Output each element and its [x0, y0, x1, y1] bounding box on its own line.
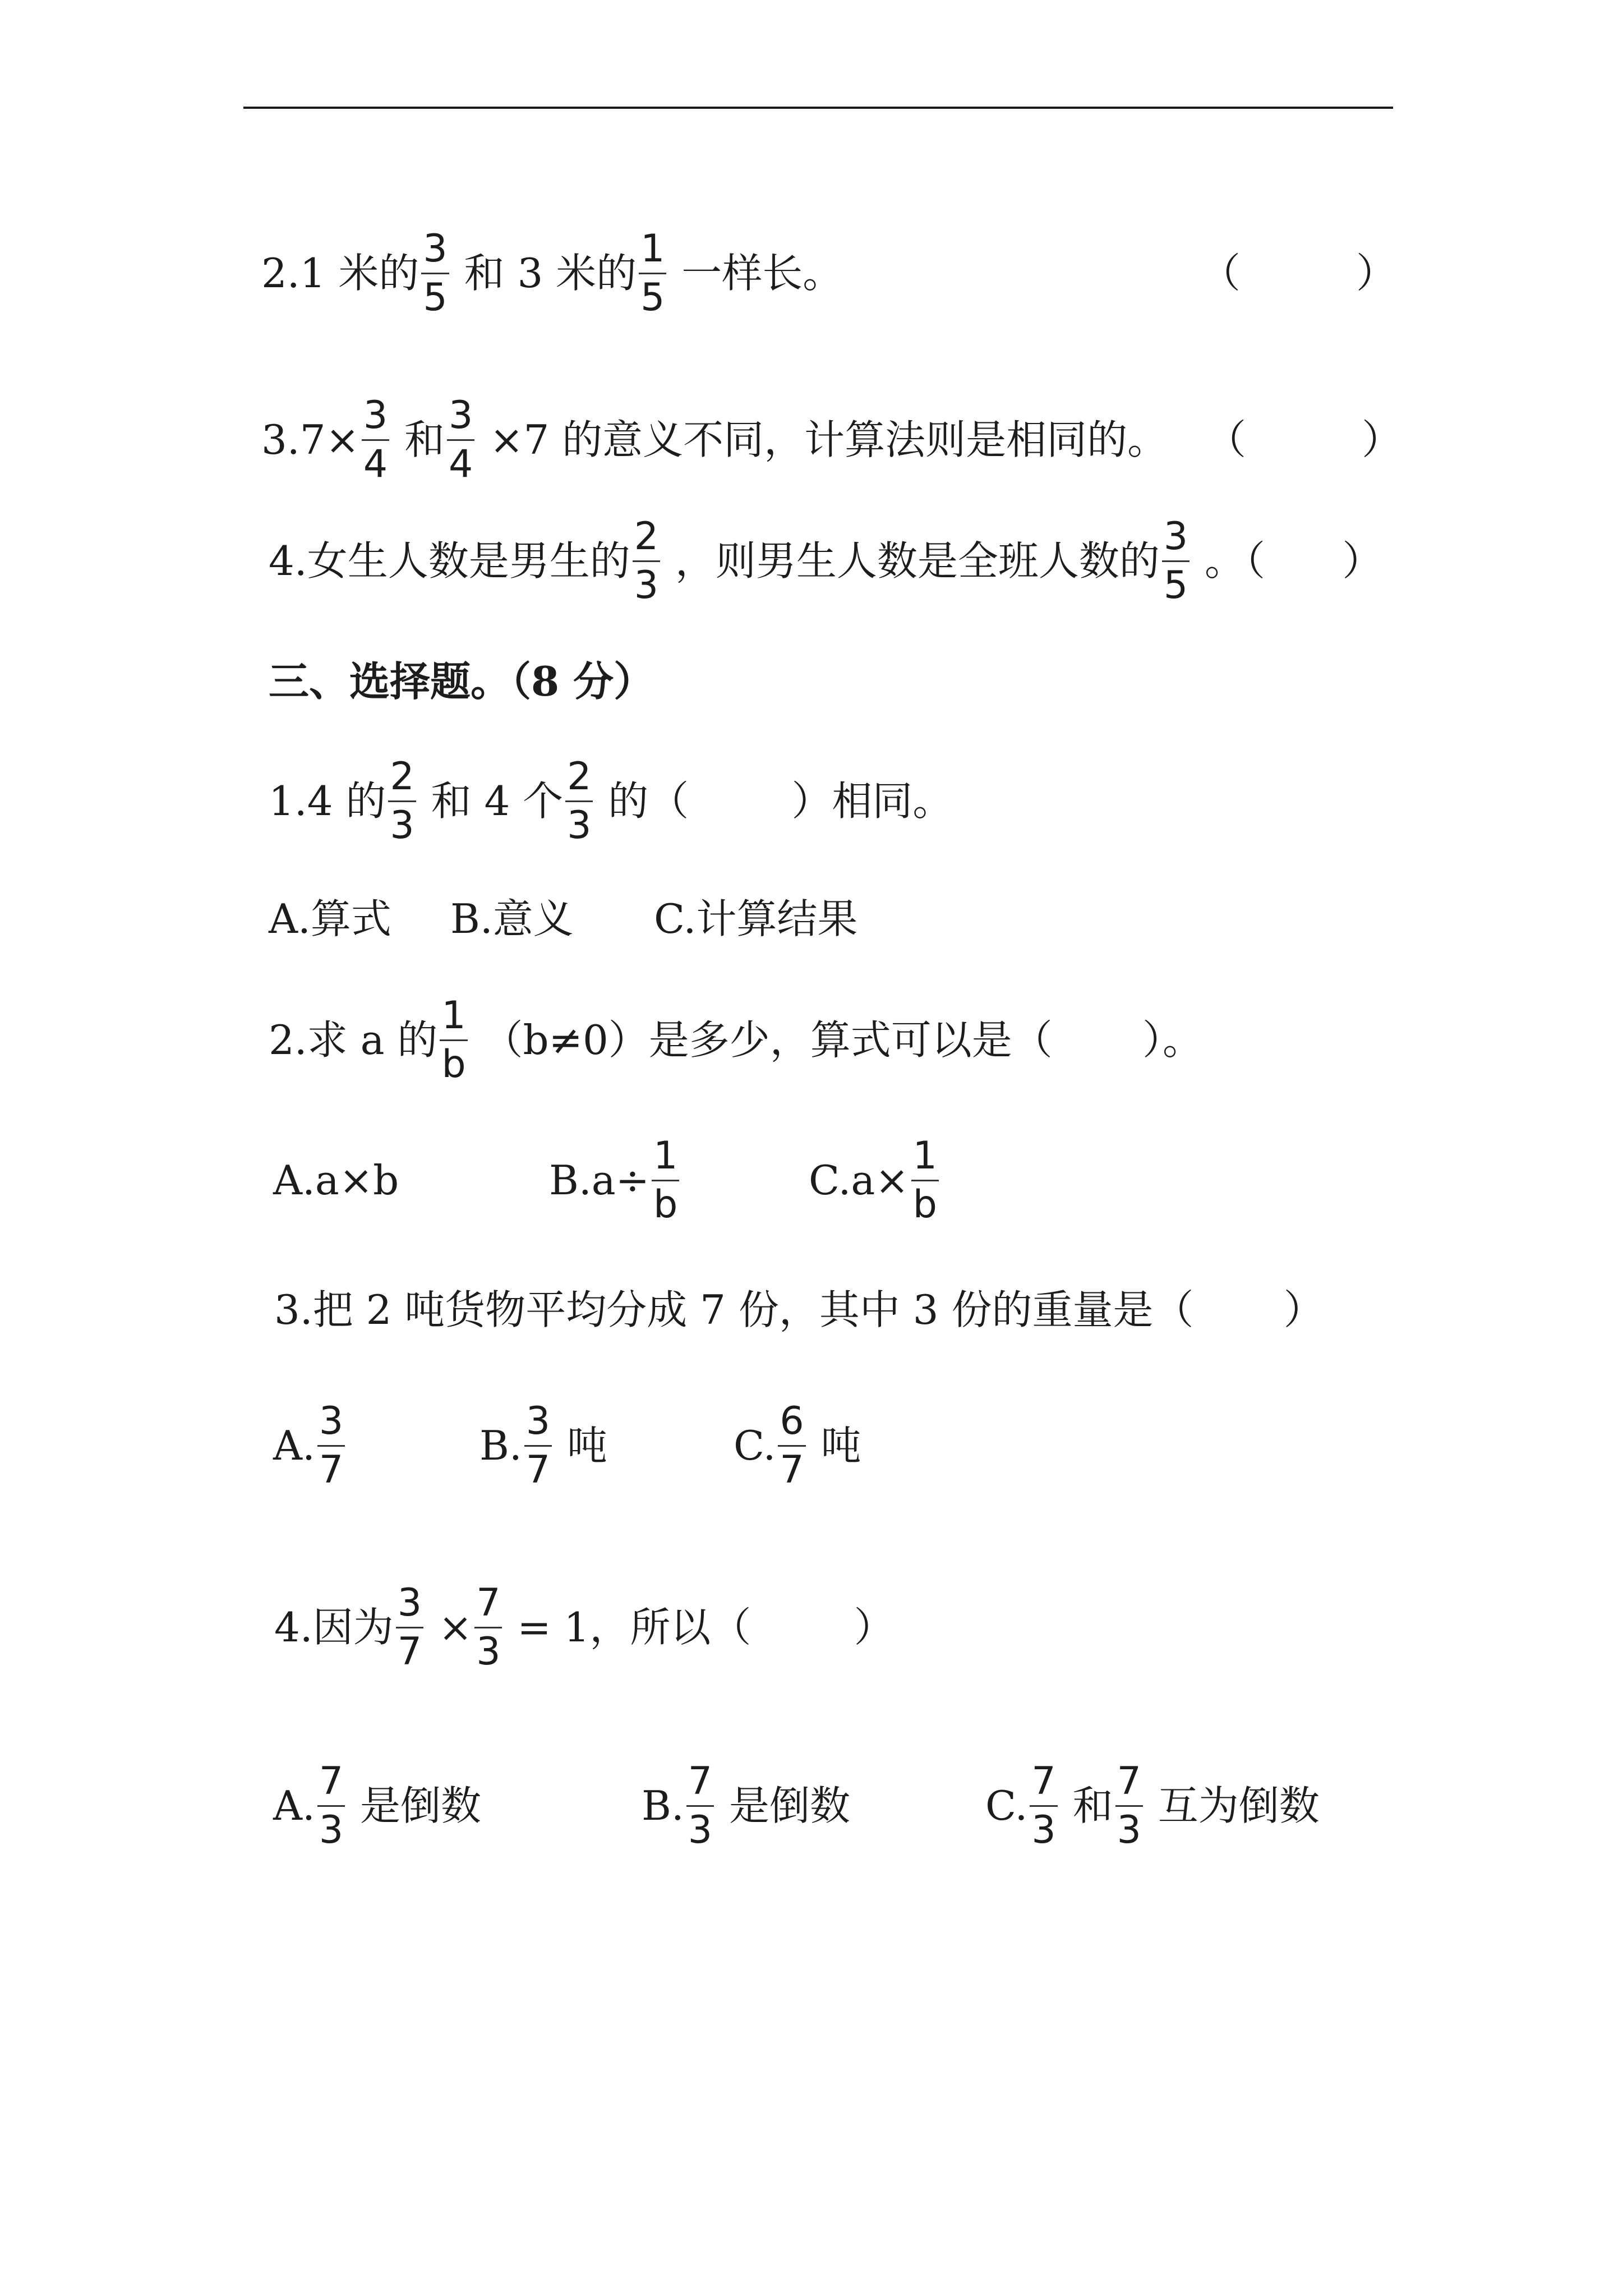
choice-question-3	[274, 1248, 1324, 1372]
answer-blank	[1206, 378, 1402, 501]
option-label: A.	[273, 1782, 315, 1829]
fraction-numerator: 2	[567, 754, 592, 799]
question-text: 1.4 的	[269, 777, 386, 825]
fraction-denominator: 7	[780, 1447, 804, 1492]
fraction-denominator: 3	[319, 1807, 344, 1852]
fraction	[565, 753, 593, 849]
fraction-numerator: 3	[319, 1398, 344, 1443]
question-text: 2.求 a 的	[269, 1016, 438, 1064]
fraction-numerator: 7	[319, 1759, 344, 1803]
fraction-numerator: 7	[688, 1759, 713, 1803]
option-unit: 吨	[554, 1422, 607, 1469]
option-c	[654, 857, 857, 981]
fraction	[447, 392, 474, 488]
option-text: B.a÷	[549, 1157, 650, 1204]
option-text: B.意义	[450, 895, 574, 942]
option-c	[809, 1119, 941, 1242]
option-c	[734, 1384, 861, 1507]
fraction	[440, 992, 467, 1088]
fraction-denominator: 5	[640, 275, 665, 320]
section-heading	[269, 620, 654, 743]
fraction	[778, 1398, 805, 1494]
fraction	[686, 1758, 714, 1854]
option-b	[642, 1744, 850, 1867]
section-title: 三、选择题。（8 分）	[269, 657, 654, 705]
fraction-denominator: 3	[1031, 1807, 1056, 1852]
fraction-numerator: 7	[1117, 1759, 1141, 1803]
question-text: ×	[425, 1604, 473, 1651]
fraction-numerator: 3	[397, 1580, 422, 1625]
fraction-numerator: 7	[1031, 1759, 1056, 1803]
option-text: A.算式	[269, 895, 391, 942]
question-text: 2.1 米的	[261, 250, 419, 297]
fraction	[911, 1133, 939, 1228]
fraction	[317, 1758, 345, 1854]
option-b	[549, 1119, 681, 1242]
fraction-numerator: 3	[1163, 514, 1188, 559]
fraction-numerator: 1	[640, 226, 665, 271]
fraction-denominator: 7	[319, 1447, 344, 1492]
fraction-numerator: 3	[423, 226, 448, 271]
fraction-numerator: 2	[634, 514, 658, 559]
fraction	[1030, 1758, 1057, 1854]
judgement-question-2	[261, 211, 843, 335]
option-a	[273, 1384, 347, 1507]
option-b	[450, 857, 574, 981]
fraction-denominator: 3	[688, 1807, 713, 1852]
fraction	[633, 513, 660, 609]
question-text: 3.7×	[261, 416, 359, 463]
fraction-denominator: 3	[1117, 1807, 1141, 1852]
fraction	[524, 1398, 552, 1494]
fraction-denominator: 5	[1163, 563, 1188, 608]
question-text: 3.把 2 吨货物平均分成 7 份，其中 3 份的重量是（ ）	[274, 1286, 1324, 1333]
fraction	[421, 226, 449, 321]
choice-question-4	[274, 1566, 894, 1689]
question-text: ，则男生人数是全班人数的	[662, 537, 1160, 585]
option-label: A.	[273, 1422, 315, 1469]
fraction-numerator: 1	[653, 1133, 678, 1178]
fraction-denominator: b	[653, 1182, 678, 1227]
option-text: A.a×b	[273, 1157, 399, 1204]
answer-parentheses: （ ）	[1206, 416, 1402, 463]
question-text: 和 3 米的	[451, 250, 637, 297]
fraction-numerator: 3	[449, 393, 473, 438]
question-text: ×7 的意义不同，计算法则是相同的。	[477, 416, 1168, 463]
answer-blank	[1200, 211, 1396, 335]
choice-question-1	[269, 739, 953, 863]
fraction	[1162, 513, 1189, 609]
option-text: C.a×	[809, 1157, 909, 1204]
option-unit: 吨	[808, 1422, 861, 1469]
fraction-numerator: 1	[912, 1133, 937, 1178]
question-text: 一样长。	[668, 250, 843, 297]
option-text: 互为倒数	[1145, 1782, 1320, 1829]
option-text: 和	[1059, 1782, 1113, 1829]
fraction	[317, 1398, 345, 1494]
fraction-denominator: 5	[423, 275, 448, 320]
option-text: C.计算结果	[654, 895, 858, 942]
option-text: 是倒数	[716, 1782, 850, 1829]
fraction-numerator: 3	[525, 1398, 551, 1443]
fraction	[639, 226, 666, 321]
option-label: B.	[479, 1422, 522, 1469]
question-text: 4.因为	[274, 1604, 394, 1651]
option-b	[479, 1384, 607, 1507]
option-label: C.	[734, 1422, 776, 1469]
choice-question-2	[269, 978, 1203, 1102]
answer-parentheses: （ ）	[1200, 250, 1396, 297]
fraction	[396, 1580, 423, 1676]
question-text: 和 4 个	[418, 777, 564, 825]
fraction-denominator: 7	[525, 1447, 551, 1492]
fraction-numerator: 3	[363, 393, 388, 438]
option-a	[273, 1119, 399, 1242]
fraction	[474, 1580, 502, 1676]
fraction-numerator: 7	[476, 1580, 501, 1625]
question-text: 。（ ）	[1192, 537, 1383, 585]
fraction-denominator: 3	[390, 803, 414, 848]
judgement-question-4	[269, 499, 1382, 623]
judgement-question-3	[261, 378, 1168, 501]
question-text: 4.女生人数是男生的	[269, 537, 630, 585]
fraction-denominator: 4	[449, 441, 473, 486]
option-a	[269, 857, 391, 981]
fraction-denominator: 4	[363, 441, 388, 486]
fraction-denominator: 3	[567, 803, 592, 848]
fraction-denominator: 3	[634, 563, 658, 608]
fraction-denominator: b	[441, 1042, 466, 1087]
question-text: 的（ ）相同。	[595, 777, 953, 825]
question-text: 和	[391, 416, 445, 463]
option-label: C.	[985, 1782, 1028, 1829]
fraction-numerator: 1	[441, 993, 466, 1038]
question-text: （b≠0）是多少，算式可以是（ ）。	[469, 1016, 1203, 1064]
question-text: = 1，所以（ ）	[504, 1604, 895, 1651]
fraction	[652, 1133, 679, 1228]
fraction-denominator: 3	[476, 1629, 501, 1674]
fraction-denominator: b	[912, 1182, 937, 1227]
fraction	[362, 392, 389, 488]
fraction-numerator: 2	[390, 754, 414, 799]
header-rule	[243, 107, 1393, 109]
fraction-denominator: 7	[397, 1629, 422, 1674]
option-a	[273, 1744, 481, 1867]
fraction	[388, 753, 416, 849]
option-label: B.	[642, 1782, 684, 1829]
fraction-numerator: 6	[780, 1398, 804, 1443]
fraction	[1115, 1758, 1143, 1854]
option-c	[985, 1744, 1320, 1867]
option-text: 是倒数	[347, 1782, 482, 1829]
